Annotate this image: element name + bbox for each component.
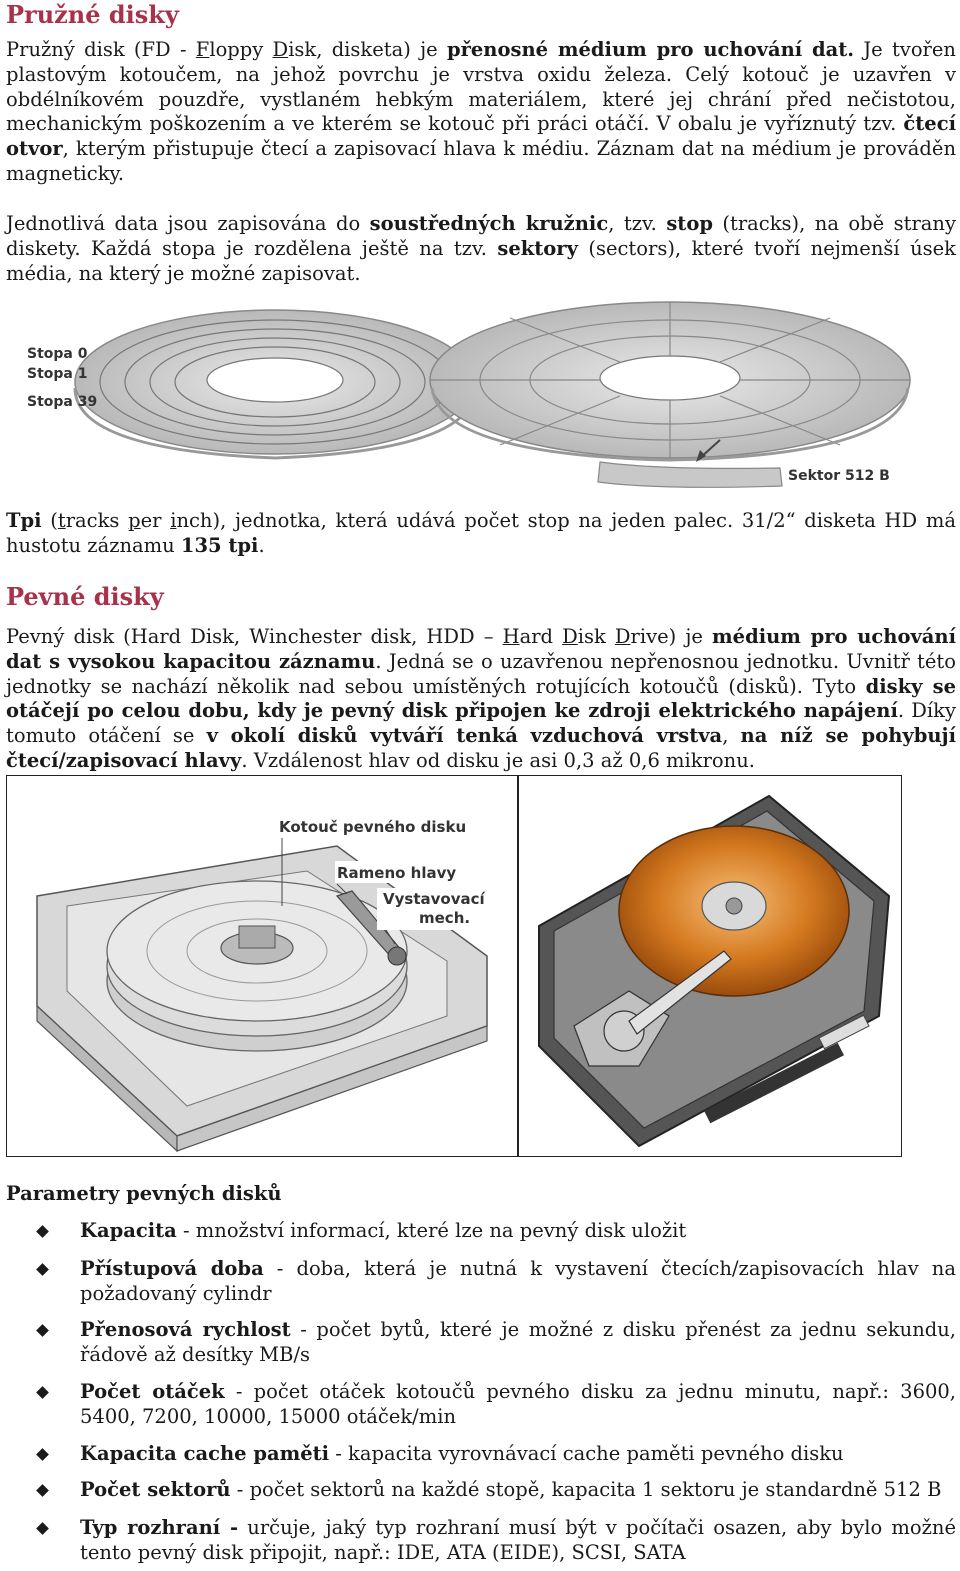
params-list xyxy=(6,1219,956,1566)
list-item: Kapacita - množství informací, které lze na pevný disk uložit xyxy=(6,1219,956,1244)
list-item: Počet sektorů - počet sektorů na každé stopě, kapacita 1 sektoru je standardně 512 B xyxy=(6,1478,956,1503)
params-title: Parametry pevných disků xyxy=(6,1182,282,1205)
paragraph-floppy-tracks: Jednotlivá data jsou zapisována do soustředných kružnic, tzv. stop (tracks), na obě strany diskety. Každá stopa je rozdělena ještě na tzv. sektory (sectors), které tvoří nejmenší úsek média, na který je možné zapisovat. xyxy=(6,212,957,285)
diamond-bullet-icon xyxy=(36,1325,49,1338)
label-actuator-2: mech. xyxy=(419,909,471,927)
diamond-bullet-icon xyxy=(36,1263,49,1276)
floppy-tracks-sectors-figure xyxy=(20,300,920,500)
diamond-bullet-icon xyxy=(36,1448,49,1461)
label-track-39: Stopa 39 xyxy=(27,394,98,410)
label-sector-512b: Sektor 512 B xyxy=(788,468,890,484)
diamond-bullet-icon xyxy=(36,1522,49,1535)
hdd-cutaway-drawing xyxy=(7,776,515,1154)
disk-tracks-graphic xyxy=(75,310,475,458)
label-track-0: Stopa 0 xyxy=(27,346,88,362)
disk-sectors-graphic xyxy=(430,302,910,487)
list-item: Typ rozhraní - určuje, jaký typ rozhraní musí být v počítači osazen, aby bylo možné tento pevný disk připojit, např.: IDE, ATA (EIDE), SCSI, SATA xyxy=(6,1516,956,1566)
label-actuator-1: Vystavovací xyxy=(383,890,485,908)
list-item: Kapacita cache paměti - kapacita vyrovnávací cache paměti pevného disku xyxy=(6,1442,956,1467)
list-item: Počet otáček - počet otáček kotoučů pevného disku za jednu minutu, např.: 3600, 5400, 7200, 10000, 15000 otáček/min xyxy=(6,1380,956,1430)
list-item: Přístupová doba - doba, která je nutná k vystavení čtecích/zapisovacích hlav na požadovaný cylindr xyxy=(6,1257,956,1307)
hard-disk-figure xyxy=(6,775,902,1157)
paragraph-hard-disk: Pevný disk (Hard Disk, Winchester disk, HDD – Hard Disk Drive) je médium pro uchování dat s vysokou kapacitou záznamu. Jedná se o uzavřenou nepřenosnou jednotku. Uvnitř této jednotky se nachází několik nad sebou umístěných rotujících kotoučů (disků). Tyto disky se otáčejí po celou dobu, kdy je pevný disk připojen ke zdroji elektrického napájení. Díky tomuto otáčení se v okolí disků vytváří tenká vzduchová vrstva, na níž se pohybují čtecí/zapisovací hlavy. Vzdálenost hlav od disku je asi 0,3 až 0,6 mikronu. xyxy=(6,625,956,772)
section-title-floppy: Pružné disky xyxy=(6,0,179,29)
diamond-bullet-icon xyxy=(36,1485,49,1498)
tracks-sectors-illustration xyxy=(20,300,920,500)
label-head-arm: Rameno hlavy xyxy=(337,864,457,882)
list-item: Přenosová rychlost - počet bytů, které je možné z disku přenést za jednu sekundu, řádově až desítky MB/s xyxy=(6,1318,956,1368)
hdd-photo-illustration xyxy=(519,776,901,1154)
section-title-hard-disk: Pevné disky xyxy=(6,582,164,611)
paragraph-tpi: Tpi (tracks per inch), jednotka, která udává počet stop na jeden palec. 31/2“ disketa HD má hustotu záznamu 135 tpi. xyxy=(6,509,957,557)
diamond-bullet-icon xyxy=(36,1225,49,1238)
diamond-bullet-icon xyxy=(36,1386,49,1399)
paragraph-floppy-intro: Pružný disk (FD - Floppy Disk, disketa) je přenosné médium pro uchování dat. Je tvořen plastovým kotoučem, na jehož povrchu je vrstva oxidu železa. Celý kotouč je uzavřen v obdélníkovém pouzdře, vystlaném hebkým materiálem, které jej chrání před nečistotou, mechanickým poškozením a ve kterém se kotouč při práci otáčí. V obalu je vyříznutý tzv. čtecí otvor, kterým přistupuje čtecí a zapisovací hlava k médiu. Záznam dat na médium je prováděn magneticky. xyxy=(6,38,956,185)
label-track-1: Stopa 1 xyxy=(27,366,88,382)
label-platter: Kotouč pevného disku xyxy=(279,818,467,836)
